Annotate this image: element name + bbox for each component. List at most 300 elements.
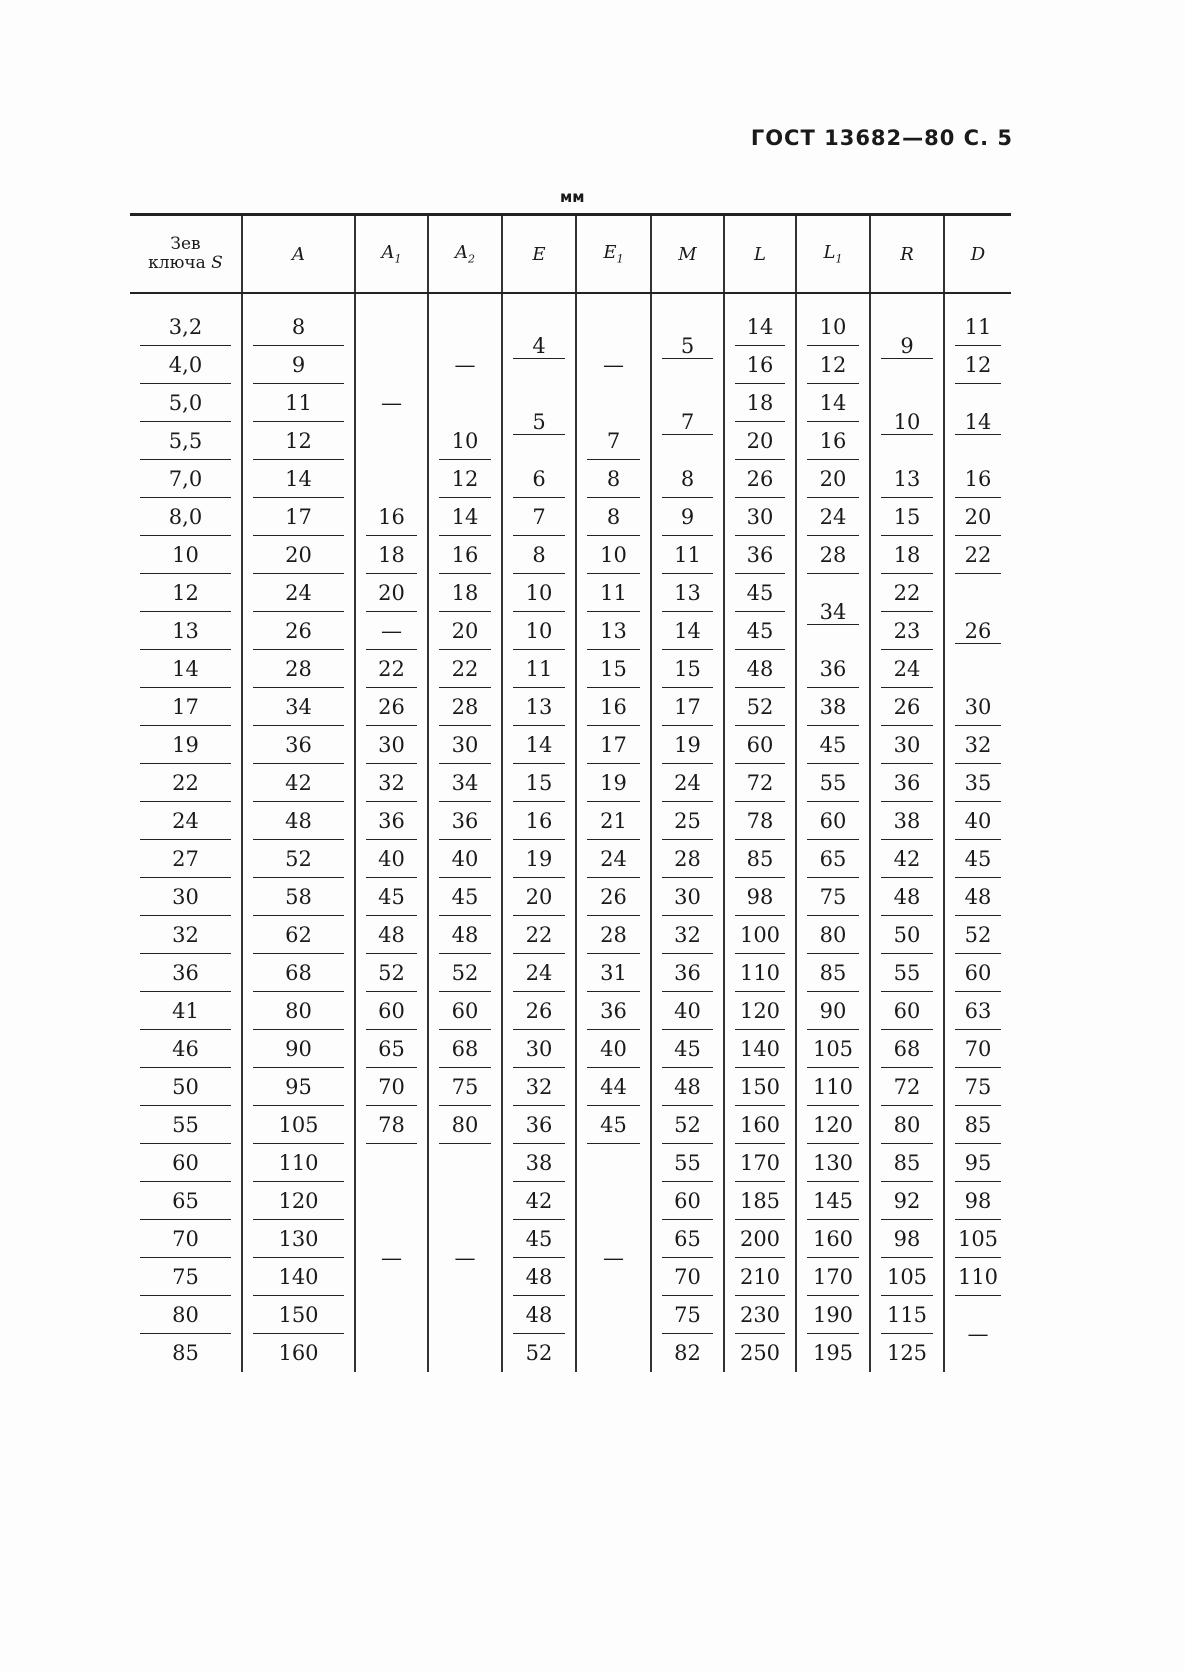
table-cell (944, 878, 1011, 916)
cell-value: 50 (140, 1069, 231, 1106)
cell-value: 24 (587, 841, 640, 878)
table-cell (428, 1144, 502, 1372)
table-cell (428, 574, 502, 612)
cell-value: 85 (881, 1145, 933, 1182)
cell-value: 75 (955, 1069, 1001, 1106)
table-cell (242, 726, 355, 764)
cell-value: 36 (881, 765, 933, 802)
table-cell (724, 1144, 796, 1182)
cell-value: 75 (662, 1297, 713, 1334)
cell-value: 90 (253, 1031, 344, 1068)
table-cell (651, 574, 724, 612)
cell-value: 42 (253, 765, 344, 802)
cell-value: 30 (439, 727, 491, 764)
table-row (130, 992, 1011, 1030)
table-cell (242, 1296, 355, 1334)
cell-value: 38 (513, 1145, 565, 1182)
table-cell (796, 688, 870, 726)
table-cell (576, 460, 651, 498)
column-header (428, 215, 502, 294)
cell-value: 36 (735, 537, 785, 574)
cell-value: 20 (366, 575, 417, 612)
table-cell (130, 1106, 242, 1144)
table-cell (796, 384, 870, 422)
cell-value: 19 (513, 841, 565, 878)
table-cell (796, 1106, 870, 1144)
column-header-label: E (532, 243, 546, 265)
table-cell (944, 1296, 1011, 1372)
cell-value: 14 (662, 613, 713, 650)
table-cell (428, 840, 502, 878)
cell-value: 26 (366, 689, 417, 726)
table-cell (724, 1106, 796, 1144)
cell-value: 15 (881, 499, 933, 536)
cell-value: 52 (253, 841, 344, 878)
table-cell (870, 574, 944, 612)
cell-value: 22 (881, 575, 933, 612)
cell-value: — (603, 353, 624, 377)
table-cell (870, 802, 944, 840)
cell-value: 52 (955, 917, 1001, 954)
table-cell (576, 650, 651, 688)
table-cell (130, 460, 242, 498)
cell-value: 98 (955, 1183, 1001, 1220)
cell-value: 60 (140, 1145, 231, 1182)
cell-value: 20 (955, 499, 1001, 536)
table-cell (130, 1182, 242, 1220)
dimensions-table (130, 213, 1011, 1372)
table-cell (724, 992, 796, 1030)
cell-value: 5,0 (140, 385, 231, 422)
cell-value: 105 (881, 1259, 933, 1296)
table-cell (724, 460, 796, 498)
cell-value: 230 (735, 1297, 785, 1334)
cell-value: 19 (140, 727, 231, 764)
table-cell (576, 878, 651, 916)
cell-value: 13 (140, 613, 231, 650)
cell-value: 30 (513, 1031, 565, 1068)
cell-value: 16 (735, 347, 785, 384)
table-row (130, 916, 1011, 954)
table-cell (724, 293, 796, 346)
cell-value: 58 (253, 879, 344, 916)
table-cell (355, 726, 428, 764)
table-cell (130, 916, 242, 954)
table-row (130, 764, 1011, 802)
table-cell (651, 1296, 724, 1334)
table-cell (130, 1258, 242, 1296)
cell-value: 30 (955, 689, 1001, 726)
cell-value: 10 (513, 613, 565, 650)
table-cell (796, 1296, 870, 1334)
cell-value: 48 (735, 651, 785, 688)
table-cell (428, 1106, 502, 1144)
table-cell (870, 1296, 944, 1334)
cell-value: 14 (955, 410, 1001, 435)
cell-value: 160 (807, 1221, 859, 1258)
table-cell (242, 878, 355, 916)
table-cell (651, 878, 724, 916)
table-cell (651, 650, 724, 688)
cell-value: 38 (881, 803, 933, 840)
table-row (130, 878, 1011, 916)
cell-value: 8 (587, 461, 640, 498)
cell-value: 85 (172, 1341, 199, 1365)
cell-value: 70 (366, 1069, 417, 1106)
cell-value: 80 (253, 993, 344, 1030)
table-cell (576, 1030, 651, 1068)
table-cell (502, 992, 576, 1030)
table-cell (242, 536, 355, 574)
table-cell (242, 460, 355, 498)
table-cell (130, 422, 242, 460)
table-cell (870, 536, 944, 574)
cell-value: 75 (439, 1069, 491, 1106)
table-cell (355, 916, 428, 954)
table-cell (355, 802, 428, 840)
table-cell (130, 764, 242, 802)
table-cell (944, 1068, 1011, 1106)
cell-value: 45 (955, 841, 1001, 878)
cell-value: 35 (955, 765, 1001, 802)
cell-value: — (366, 613, 417, 650)
cell-value: 45 (439, 879, 491, 916)
table-cell (651, 688, 724, 726)
cell-value: — (454, 1246, 476, 1270)
table-cell (724, 1334, 796, 1372)
cell-value: 110 (807, 1069, 859, 1106)
table-cell (944, 1030, 1011, 1068)
cell-value: 68 (881, 1031, 933, 1068)
cell-value: 48 (881, 879, 933, 916)
cell-value: 13 (881, 461, 933, 498)
table-cell (651, 916, 724, 954)
cell-value: 75 (140, 1259, 231, 1296)
cell-value: 44 (587, 1069, 640, 1106)
cell-value: 60 (366, 993, 417, 1030)
cell-value: 52 (439, 955, 491, 992)
table-cell (651, 992, 724, 1030)
table-cell (576, 574, 651, 612)
column-header-label: A (292, 243, 305, 265)
table-row (130, 954, 1011, 992)
cell-value: 28 (662, 841, 713, 878)
cell-value: 7,0 (140, 461, 231, 498)
cell-value: 28 (807, 537, 859, 574)
cell-value: 24 (513, 955, 565, 992)
cell-value: 17 (140, 689, 231, 726)
cell-value: 10 (513, 575, 565, 612)
table-cell (576, 840, 651, 878)
column-header (502, 215, 576, 294)
table-row (130, 1106, 1011, 1144)
cell-value: 12 (439, 461, 491, 498)
table-cell (242, 1182, 355, 1220)
cell-value: 16 (587, 689, 640, 726)
column-header (796, 215, 870, 294)
table-cell (651, 1030, 724, 1068)
table-cell (796, 460, 870, 498)
cell-value: 36 (662, 955, 713, 992)
cell-value: 72 (881, 1069, 933, 1106)
table-cell (576, 688, 651, 726)
table-row (130, 726, 1011, 764)
table-cell (502, 574, 576, 612)
column-header-label: R (900, 243, 914, 265)
cell-value: 52 (525, 1341, 553, 1365)
cell-value: 65 (807, 841, 859, 878)
table-row (130, 460, 1011, 498)
cell-value: — (381, 391, 402, 415)
table-cell (870, 954, 944, 992)
cell-value: 36 (807, 651, 859, 688)
cell-value: 65 (140, 1183, 231, 1220)
cell-value: 48 (253, 803, 344, 840)
table-cell (576, 536, 651, 574)
cell-value: 15 (513, 765, 565, 802)
column-header-label: D (970, 243, 986, 265)
cell-value: 170 (807, 1259, 859, 1296)
column-header (355, 215, 428, 294)
table-cell (796, 1258, 870, 1296)
column-header (242, 215, 355, 294)
table-cell (576, 726, 651, 764)
table-cell (651, 384, 724, 460)
cell-value: 30 (735, 499, 785, 536)
cell-value: 41 (140, 993, 231, 1030)
cell-value: 140 (735, 1031, 785, 1068)
table-cell (796, 878, 870, 916)
cell-value: 5,5 (140, 423, 231, 460)
cell-value: 110 (253, 1145, 344, 1182)
cell-value: 17 (662, 689, 713, 726)
cell-value: 105 (807, 1031, 859, 1068)
table-cell (502, 1068, 576, 1106)
table-cell (651, 840, 724, 878)
cell-value: 14 (140, 651, 231, 688)
cell-value: 26 (513, 993, 565, 1030)
table-cell (242, 574, 355, 612)
cell-value: 20 (807, 461, 859, 498)
cell-value: 52 (366, 955, 417, 992)
table-cell (242, 612, 355, 650)
table-cell (944, 1144, 1011, 1182)
cell-value: 8 (662, 461, 713, 498)
table-cell (502, 1106, 576, 1144)
cell-value: 40 (587, 1031, 640, 1068)
table-cell (242, 1334, 355, 1372)
table-cell (242, 1030, 355, 1068)
cell-value: 140 (253, 1259, 344, 1296)
cell-value: 72 (735, 765, 785, 802)
table-cell (796, 1182, 870, 1220)
cell-value: 16 (807, 423, 859, 460)
table-cell (502, 612, 576, 650)
column-header-label: E (603, 242, 617, 264)
column-header-label: L (823, 242, 836, 264)
column-header (944, 215, 1011, 294)
cell-value: 19 (662, 727, 713, 764)
table-cell (870, 293, 944, 384)
cell-value: 14 (439, 499, 491, 536)
cell-value: 78 (735, 803, 785, 840)
table-cell (724, 422, 796, 460)
cell-value: 10 (439, 423, 491, 460)
cell-value: 4 (513, 334, 565, 359)
cell-value: 110 (955, 1259, 1001, 1296)
cell-value: 13 (662, 575, 713, 612)
table-cell (355, 1144, 428, 1372)
cell-value: 75 (807, 879, 859, 916)
cell-value: 70 (662, 1259, 713, 1296)
cell-value: 40 (955, 803, 1001, 840)
cell-value: 36 (513, 1107, 565, 1144)
cell-value: 24 (140, 803, 231, 840)
table-cell (355, 498, 428, 536)
table-cell (724, 688, 796, 726)
table-cell (870, 1258, 944, 1296)
cell-value: 8 (253, 309, 344, 346)
table-cell (796, 293, 870, 346)
table-cell (502, 293, 576, 384)
table-cell (651, 498, 724, 536)
cell-value: 12 (253, 423, 344, 460)
table-cell (242, 384, 355, 422)
cell-value: 25 (662, 803, 713, 840)
table-cell (428, 688, 502, 726)
cell-value: 12 (140, 575, 231, 612)
table-cell (724, 764, 796, 802)
table-cell (944, 954, 1011, 992)
table-cell (796, 1144, 870, 1182)
table-cell (651, 293, 724, 384)
table-cell (651, 460, 724, 498)
table-cell (242, 916, 355, 954)
cell-value: 28 (587, 917, 640, 954)
table-cell (502, 840, 576, 878)
column-header (724, 215, 796, 294)
cell-value: 30 (366, 727, 417, 764)
cell-value: 40 (439, 841, 491, 878)
table-cell (796, 1068, 870, 1106)
table-cell (944, 802, 1011, 840)
table-cell (576, 498, 651, 536)
cell-value: 18 (366, 537, 417, 574)
table-cell (576, 422, 651, 460)
table-cell (724, 536, 796, 574)
table-cell (944, 916, 1011, 954)
table-cell (130, 612, 242, 650)
table-cell (502, 536, 576, 574)
table-cell (428, 293, 502, 422)
table-cell (242, 840, 355, 878)
table-cell (870, 1030, 944, 1068)
cell-value: 22 (439, 651, 491, 688)
cell-value: 9 (881, 334, 933, 359)
table-cell (796, 422, 870, 460)
column-header (870, 215, 944, 294)
table-cell (870, 1182, 944, 1220)
table-cell (502, 1334, 576, 1372)
table-row (130, 688, 1011, 726)
table-cell (242, 992, 355, 1030)
cell-value: 14 (735, 309, 785, 346)
cell-value: 210 (735, 1259, 785, 1296)
table-cell (724, 574, 796, 612)
table-cell (130, 840, 242, 878)
cell-value: 4,0 (140, 347, 231, 384)
table-cell (796, 650, 870, 688)
table-cell (796, 1030, 870, 1068)
cell-value: 78 (366, 1107, 417, 1144)
table-cell (130, 688, 242, 726)
table-cell (502, 1258, 576, 1296)
table-cell (130, 1030, 242, 1068)
table-row (130, 574, 1011, 612)
cell-value: 125 (886, 1341, 928, 1365)
table-cell (651, 764, 724, 802)
table-cell (428, 802, 502, 840)
cell-value: 5 (662, 334, 713, 359)
cell-value: 185 (735, 1183, 785, 1220)
table-cell (944, 1182, 1011, 1220)
cell-value: 11 (662, 537, 713, 574)
table-cell (576, 1106, 651, 1144)
table-cell (944, 992, 1011, 1030)
column-header-subscript: 1 (394, 252, 402, 266)
table-cell (502, 688, 576, 726)
table-cell (130, 1296, 242, 1334)
cell-value: 42 (881, 841, 933, 878)
cell-value: 3,2 (140, 309, 231, 346)
cell-value: 55 (807, 765, 859, 802)
table-cell (130, 536, 242, 574)
table-cell (944, 1106, 1011, 1144)
cell-value: 55 (662, 1145, 713, 1182)
table-cell (576, 916, 651, 954)
table-cell (796, 574, 870, 650)
table-cell (502, 1030, 576, 1068)
cell-value: 31 (587, 955, 640, 992)
table-cell (944, 536, 1011, 574)
cell-value: 16 (955, 461, 1001, 498)
cell-value: 26 (587, 879, 640, 916)
cell-value: 10 (807, 309, 859, 346)
cell-value: 52 (662, 1107, 713, 1144)
cell-value: 30 (140, 879, 231, 916)
cell-value: 70 (140, 1221, 231, 1258)
cell-value: 5 (513, 410, 565, 435)
cell-value: 30 (662, 879, 713, 916)
cell-value: 98 (735, 879, 785, 916)
table-row (130, 1334, 1011, 1372)
table-cell (355, 688, 428, 726)
table-cell (130, 293, 242, 346)
column-header: Зев ключа S (130, 215, 242, 294)
cell-value: — (603, 1246, 624, 1270)
table-cell (870, 1106, 944, 1144)
table-cell (576, 293, 651, 422)
table-cell (576, 954, 651, 992)
table-cell (502, 764, 576, 802)
table-cell (944, 460, 1011, 498)
cell-value: 16 (513, 803, 565, 840)
column-header-subscript: 1 (835, 252, 843, 266)
cell-value: 20 (253, 537, 344, 574)
table-cell (944, 764, 1011, 802)
table-row (130, 802, 1011, 840)
table-cell (724, 1182, 796, 1220)
